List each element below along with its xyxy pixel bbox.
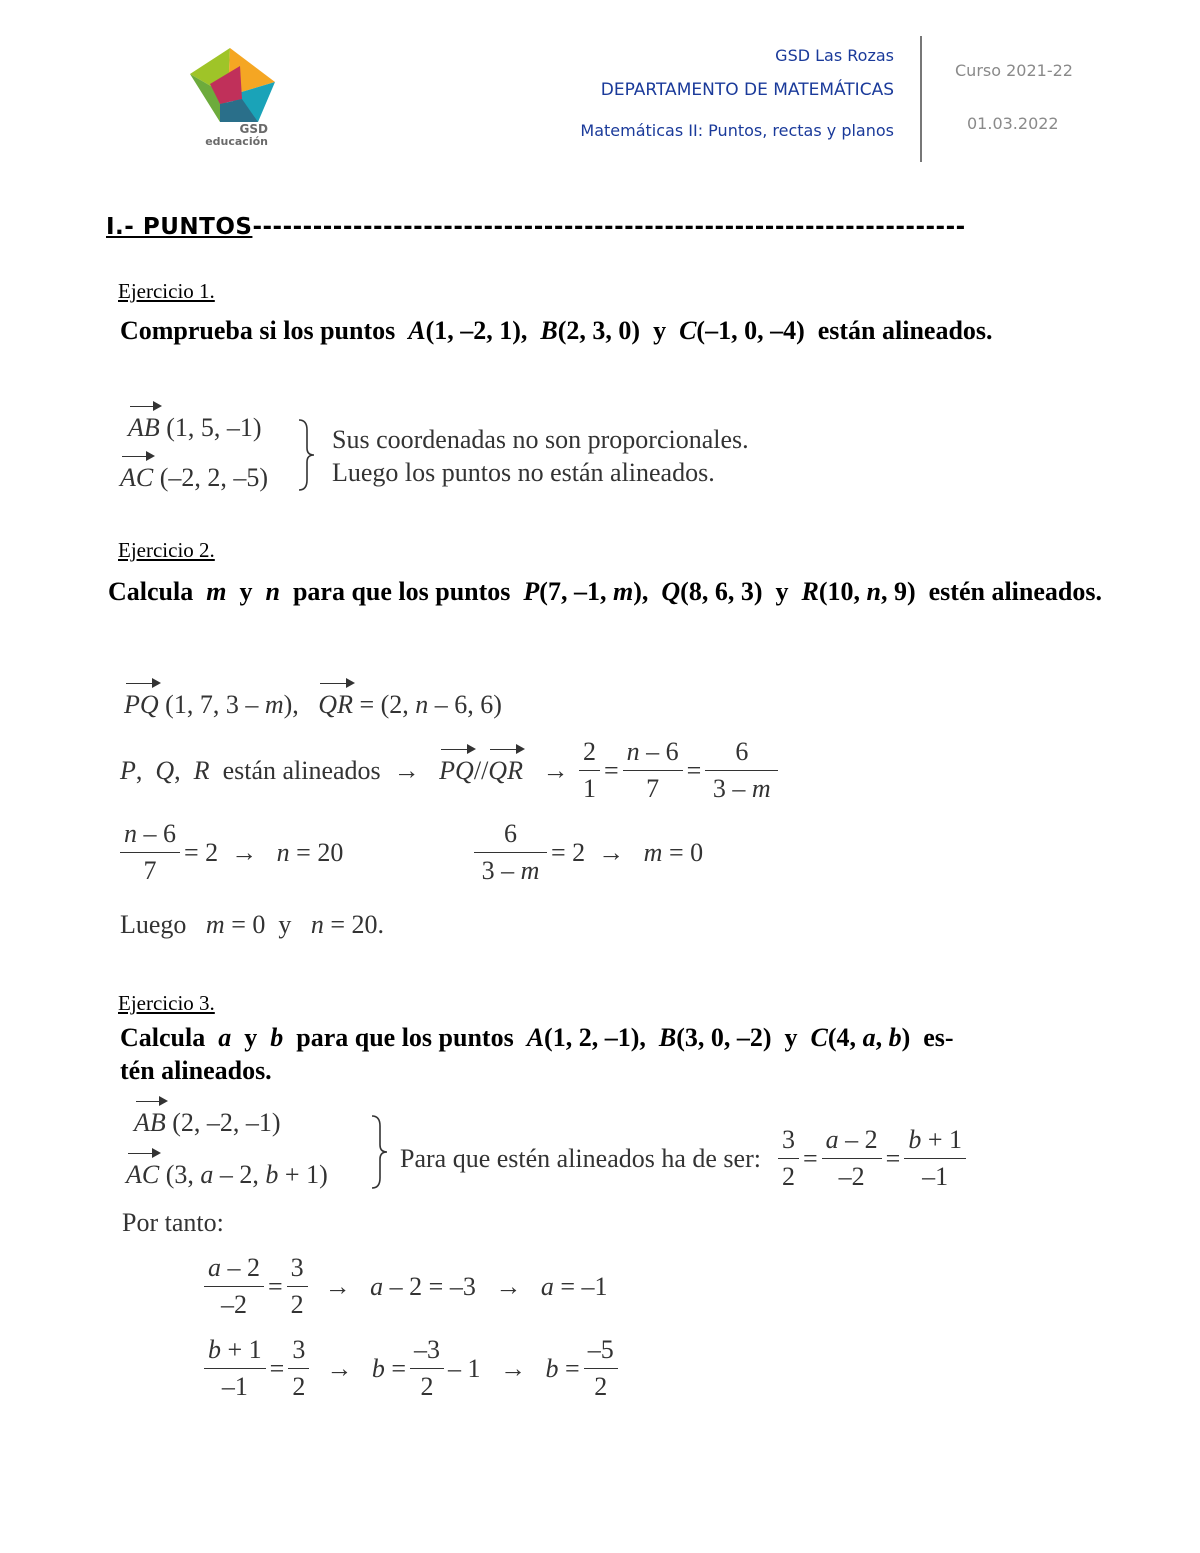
- ex1-conclusion-1: Sus coordenadas no son proporcionales.: [332, 425, 749, 454]
- course-label: Curso 2021-22: [955, 61, 1073, 80]
- ex3-solve-b: $\frac{b + 1}{-1}$ = $\frac{3}{2}$ → b = $\frac{-3}{2}$ – 1 → b = $\frac{-5}{2}$: [200, 1332, 622, 1405]
- gsd-logo-icon: [180, 44, 280, 124]
- subject-title: Matemáticas II: Puntos, rectas y planos: [580, 121, 894, 140]
- logo: [180, 44, 280, 154]
- ex1-conclusion-2: Luego los puntos no están alineados.: [332, 458, 715, 487]
- exercise-1-statement: Comprueba si los puntos A(1, –2, 1), B(2, 3, 0) y C(–1, 0, –4) están alineados.: [120, 316, 993, 345]
- ex2-solve-m: $\frac{6}{3 - m}$ = 2 → m = 0: [470, 816, 703, 889]
- ex3-condition: Para que estén alineados ha de ser: $\frac{3}{2}$ = $\frac{a - 2}{-2}$ = $\frac{b + 1}{-1}$: [400, 1122, 970, 1195]
- header-divider: [920, 36, 922, 162]
- school-name: GSD Las Rozas: [775, 46, 894, 65]
- exercise-3-label: Ejercicio 3.: [118, 991, 215, 1015]
- ex2-alignment-condition: P, Q, R están alineados → PQ//QR → $\frac{2}{1}$ = $\frac{n - 6}{7}$ = $\frac{6}{3 - m}$: [120, 734, 782, 807]
- ex3-solve-a: $\frac{a - 2}{-2}$ = $\frac{3}{2}$ → a – 2 = –3 → a = –1: [200, 1250, 608, 1323]
- ex2-vectors: PQ (1, 7, 3 – m), QR = (2, n – 6, 6): [124, 690, 502, 719]
- exercise-2-label: Ejercicio 2.: [118, 538, 215, 562]
- ex3-therefore: Por tanto:: [122, 1208, 224, 1237]
- exercise-2-statement: Calcula m y n para que los puntos P(7, –1, m), Q(8, 6, 3) y R(10, n, 9) estén alineados.: [108, 577, 1102, 606]
- department-name: DEPARTAMENTO DE MATEMÁTICAS: [600, 80, 894, 100]
- date-label: 01.03.2022: [967, 114, 1059, 133]
- exercise-1-label: Ejercicio 1.: [118, 279, 215, 303]
- ex1-brace: [297, 418, 317, 492]
- ex1-vector-ab: AB (1, 5, –1): [128, 413, 262, 442]
- ex3-brace: [370, 1114, 390, 1190]
- logo-line1: GSD: [239, 122, 268, 136]
- logo-line2: educación: [205, 135, 268, 148]
- exercise-3-statement: Calcula a y b para que los puntos A(1, 2, –1), B(3, 0, –2) y C(4, a, b) es- tén alineados.: [120, 1023, 954, 1085]
- ex2-solve-n: $\frac{n - 6}{7}$ = 2 → n = 20: [116, 816, 343, 889]
- ex2-conclusion: Luego m = 0 y n = 20.: [120, 910, 385, 939]
- ex3-vector-ab: AB (2, –2, –1): [134, 1108, 281, 1137]
- section-title: I.- PUNTOS-----------------------------------------------------------------------: [106, 214, 966, 240]
- ex1-vector-ac: AC (–2, 2, –5): [120, 463, 269, 492]
- ex3-vector-ac: AC (3, a – 2, b + 1): [126, 1160, 328, 1189]
